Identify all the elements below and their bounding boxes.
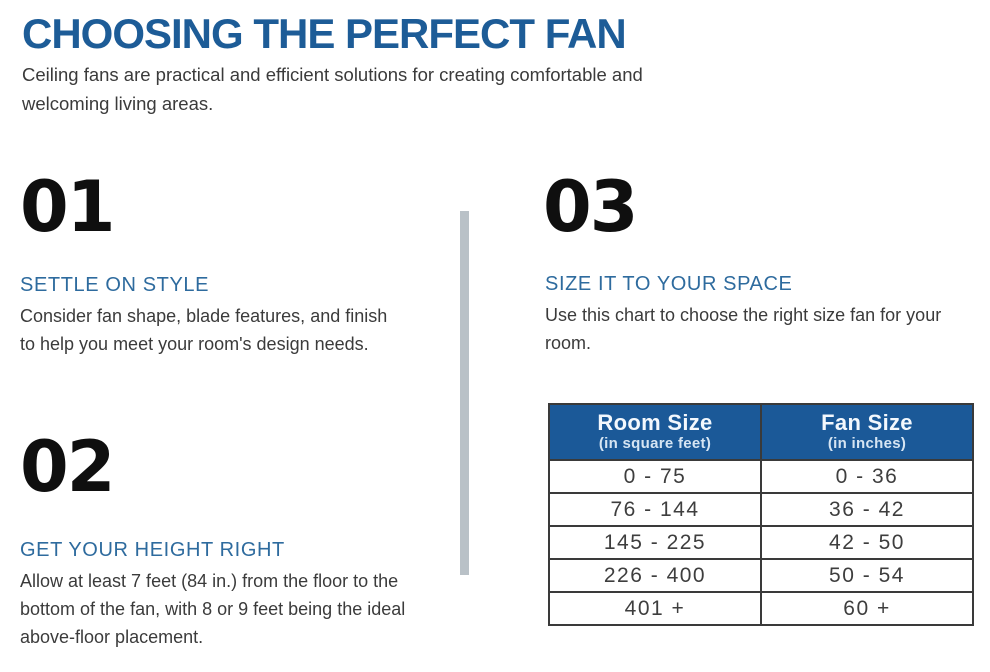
fan-size-table [548, 403, 974, 626]
step-2-heading: GET YOUR HEIGHT RIGHT [20, 539, 285, 561]
step-1-heading: SETTLE ON STYLE [20, 274, 210, 296]
fan-size-value: 60 + [761, 592, 973, 625]
room-size-title: Room Size [597, 410, 713, 435]
vertical-divider [460, 211, 469, 575]
room-size-value: 401 + [549, 592, 761, 625]
step-1-body: Consider fan shape, blade features, and finish to help you meet your room's design needs. [20, 306, 388, 354]
table-row [549, 460, 973, 493]
table-row [549, 559, 973, 592]
room-size-subtitle: (in square feet) [598, 435, 712, 452]
table-row [549, 592, 973, 625]
step-3-body: Use this chart to choose the right size fan for your room. [545, 305, 942, 353]
room-size-value: 226 - 400 [549, 559, 761, 592]
room-size-value: 145 - 225 [549, 526, 761, 559]
fan-size-value: 36 - 42 [761, 493, 973, 526]
step-1-number: 01 [20, 166, 114, 248]
page-title: CHOOSING THE PERFECT FAN [22, 10, 626, 57]
fan-size-value: 42 - 50 [761, 526, 973, 559]
fan-size-title: Fan Size [821, 410, 913, 435]
table-header-row [549, 404, 973, 460]
page-subtitle: Ceiling fans are practical and efficient solutions for creating comfortable and welcoming living areas. [22, 64, 643, 114]
step-2-number: 02 [20, 426, 114, 508]
step-3-number: 03 [543, 166, 637, 248]
table-row [549, 526, 973, 559]
fan-size-value: 0 - 36 [761, 460, 973, 493]
room-size-column-header [549, 404, 761, 460]
fan-size-column-header [761, 404, 973, 460]
room-size-value: 76 - 144 [549, 493, 761, 526]
table-row [549, 493, 973, 526]
fan-size-value: 50 - 54 [761, 559, 973, 592]
step-3-heading: SIZE IT TO YOUR SPACE [545, 273, 793, 295]
room-size-value: 0 - 75 [549, 460, 761, 493]
step-2-body: Allow at least 7 feet (84 in.) from the floor to the bottom of the fan, with 8 or 9 feet being the ideal above-floor placement. [20, 571, 406, 647]
fan-size-subtitle: (in inches) [827, 435, 907, 452]
